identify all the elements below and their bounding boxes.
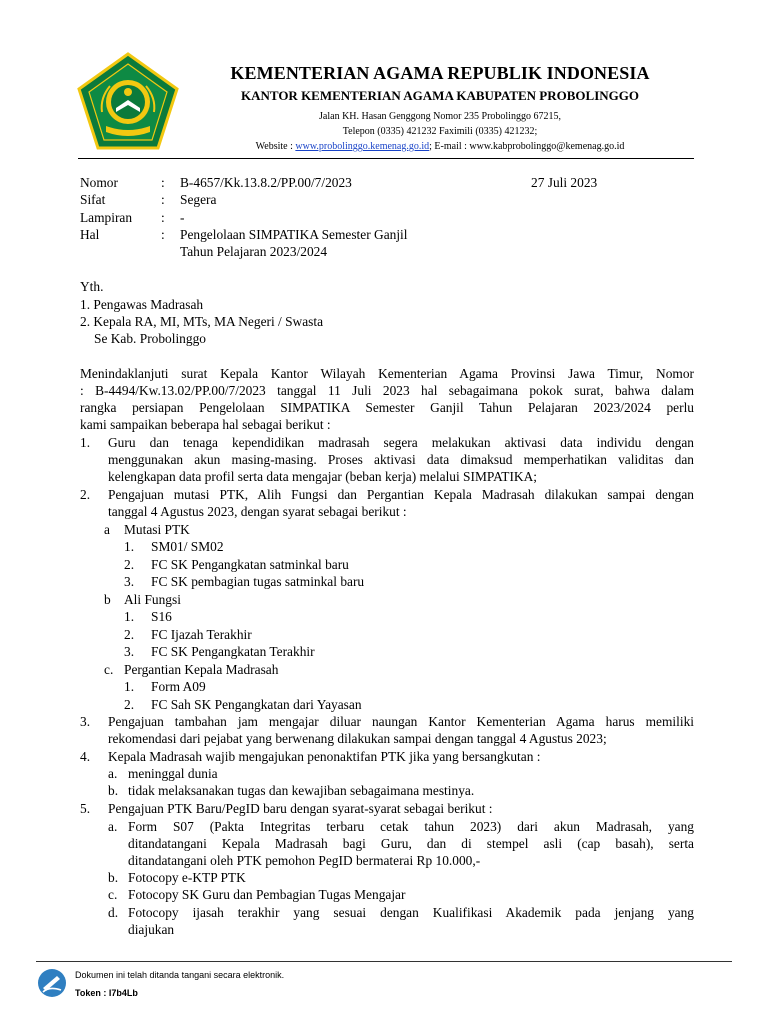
office-address: Jalan KH. Hasan Genggong Nomor 235 Probolinggo 67215, xyxy=(319,111,561,122)
item-4-b-text: tidak melaksanakan tugas dan kewajiban sebagaimana mestinya. xyxy=(128,783,475,798)
sub-a-2-num: 2. xyxy=(124,557,135,572)
item-1-line-2: menggunakan akun masing-masing. Proses aktivasi data dimaksud memperhatikan validitas dan xyxy=(108,452,694,467)
letterhead-rule xyxy=(78,158,694,159)
sub-b-1-text: S16 xyxy=(151,609,172,624)
item-5-number: 5. xyxy=(80,801,91,816)
sub-a-1-text: SM01/ SM02 xyxy=(151,539,224,554)
sifat-value: Segera xyxy=(180,192,217,207)
sub-c-1-num: 1. xyxy=(124,679,135,694)
item-5-d-label: d. xyxy=(108,905,119,920)
sub-b-text: Ali Fungsi xyxy=(124,592,181,607)
website-link[interactable]: www.probolinggo.kemenag.go.id xyxy=(295,141,430,152)
item-5-text: Pengajuan PTK Baru/PegID baru dengan syarat-syarat sebagai berikut : xyxy=(108,801,493,816)
sifat-colon: : xyxy=(161,192,165,207)
email-text: ; E-mail : www.kabprobolinggo@kemenag.go.id xyxy=(429,141,625,152)
signature-token: Token : I7b4Lb xyxy=(75,988,138,998)
sub-a-1-num: 1. xyxy=(124,539,135,554)
ministry-title: KEMENTERIAN AGAMA REPUBLIK INDONESIA xyxy=(230,63,650,83)
item-1-line-1: Guru dan tenaga kependidikan madrasah segera melakukan aktivasi data individu dengan xyxy=(108,435,694,450)
nomor-colon: : xyxy=(161,175,165,190)
item-2-line-2: tanggal 4 Agustus 2023, dengan syarat sebagai berikut : xyxy=(108,504,407,519)
hal-colon: : xyxy=(161,227,165,242)
item-1-number: 1. xyxy=(80,435,91,450)
sub-a-3-text: FC SK pembagian tugas satminkal baru xyxy=(151,574,365,589)
recipient-3: Se Kab. Probolinggo xyxy=(94,331,206,346)
item-5-a-line-1: Form S07 (Pakta Integritas terbaru cetak tahun 2023) dari akun Madrasah, yang xyxy=(128,819,694,834)
sifat-label: Sifat xyxy=(80,192,106,207)
item-5-d-line-1: Fotocopy ijasah terakhir yang sesuai dengan Kualifikasi Akademik pada jenjang yang xyxy=(128,905,694,920)
hal-label: Hal xyxy=(80,227,100,242)
item-4-number: 4. xyxy=(80,749,91,764)
sub-b-2-num: 2. xyxy=(124,627,135,642)
office-phone: Telepon (0335) 421232 Faximili (0335) 421232; xyxy=(342,126,538,137)
sub-b-3-num: 3. xyxy=(124,644,135,659)
item-5-a-line-3: ditandatangani oleh PTK pemohon PegID bermaterai Rp 10.000,- xyxy=(128,853,481,868)
item-5-c-text: Fotocopy SK Guru dan Pembagian Tugas Mengajar xyxy=(128,887,406,902)
intro-line-2: : B-4494/Kw.13.02/PP.00/7/2023 tanggal 11 Juli 2023 hal sebagaimana pokok surat, bahwa dalam xyxy=(80,383,694,398)
sub-c-2-num: 2. xyxy=(124,697,135,712)
item-2-number: 2. xyxy=(80,487,91,502)
item-3-line-1: Pengajuan tambahan jam mengajar diluar naungan Kantor Kementerian Agama harus memiliki xyxy=(108,714,694,729)
kemenag-logo xyxy=(76,52,180,152)
item-5-b-label: b. xyxy=(108,870,119,885)
sub-a-2-text: FC SK Pengangkatan satminkal baru xyxy=(151,557,349,572)
sub-c-label: c. xyxy=(104,662,114,677)
sub-b-label: b xyxy=(104,592,111,607)
item-5-b-text: Fotocopy e-KTP PTK xyxy=(128,870,246,885)
office-contact xyxy=(200,141,680,152)
sub-b-2-text: FC Ijazah Terakhir xyxy=(151,627,252,642)
item-5-a-label: a. xyxy=(108,819,118,834)
office-title: KANTOR KEMENTERIAN AGAMA KABUPATEN PROBOLINGGO xyxy=(241,88,639,103)
e-signature-icon xyxy=(37,968,67,998)
yth: Yth. xyxy=(80,279,104,294)
e-signed-notice: Dokumen ini telah ditanda tangani secara elektronik. xyxy=(75,970,285,980)
item-1-line-3: kelengkapan data profil serta data mengajar (beban kerja) melalui SIMPATIKA; xyxy=(108,469,537,484)
item-4-b-label: b. xyxy=(108,783,119,798)
lampiran-colon: : xyxy=(161,210,165,225)
item-3-number: 3. xyxy=(80,714,91,729)
nomor-label: Nomor xyxy=(80,175,118,190)
sub-c-text: Pergantian Kepala Madrasah xyxy=(124,662,279,677)
letter-date: 27 Juli 2023 xyxy=(531,175,598,190)
item-5-d-line-2: diajukan xyxy=(128,922,175,937)
sub-c-1-text: Form A09 xyxy=(151,679,206,694)
lampiran-value: - xyxy=(180,210,185,225)
intro-line-4: kami sampaikan beberapa hal sebagai berikut : xyxy=(80,417,331,432)
item-3-line-2: rekomendasi dari pejabat yang berwenang dilakukan sampai dengan tanggal 4 Agustus 2023; xyxy=(108,731,607,746)
nomor-value: B-4657/Kk.13.8.2/PP.00/7/2023 xyxy=(180,175,352,190)
sub-b-1-num: 1. xyxy=(124,609,135,624)
sub-a-3-num: 3. xyxy=(124,574,135,589)
sub-c-2-text: FC Sah SK Pengangkatan dari Yayasan xyxy=(151,697,362,712)
recipient-1: 1. Pengawas Madrasah xyxy=(80,297,204,312)
sub-a-text: Mutasi PTK xyxy=(124,522,190,537)
sub-b-3-text: FC SK Pengangkatan Terakhir xyxy=(151,644,315,659)
item-4-a-label: a. xyxy=(108,766,118,781)
item-5-c-label: c. xyxy=(108,887,118,902)
item-2-line-1: Pengajuan mutasi PTK, Alih Fungsi dan Pergantian Kepala Madrasah dilakukan sampai dengan xyxy=(108,487,694,502)
intro-line-1: Menindaklanjuti surat Kepala Kantor Wilayah Kementerian Agama Provinsi Jawa Timur, Nomor xyxy=(80,366,694,381)
item-4-a-text: meninggal dunia xyxy=(128,766,218,781)
item-5-a-line-2: ditandatangani Kepala Madrasah bagi Guru, dan di stempel asli (cap basah), serta xyxy=(128,836,694,851)
footer-rule xyxy=(36,961,732,962)
hal-value-line2: Tahun Pelajaran 2023/2024 xyxy=(180,244,328,259)
sub-a-label: a xyxy=(104,522,110,537)
item-4-text: Kepala Madrasah wajib mengajukan penonaktifan PTK jika yang bersangkutan : xyxy=(108,749,541,764)
lampiran-label: Lampiran xyxy=(80,210,133,225)
hal-value-line1: Pengelolaan SIMPATIKA Semester Ganjil xyxy=(180,227,408,242)
recipient-2: 2. Kepala RA, MI, MTs, MA Negeri / Swasta xyxy=(80,314,324,329)
website-label: Website : xyxy=(255,141,296,152)
intro-line-3: rangka persiapan Pengelolaan SIMPATIKA Semester Ganjil Tahun Pelajaran 2023/2024 perlu xyxy=(80,400,694,415)
